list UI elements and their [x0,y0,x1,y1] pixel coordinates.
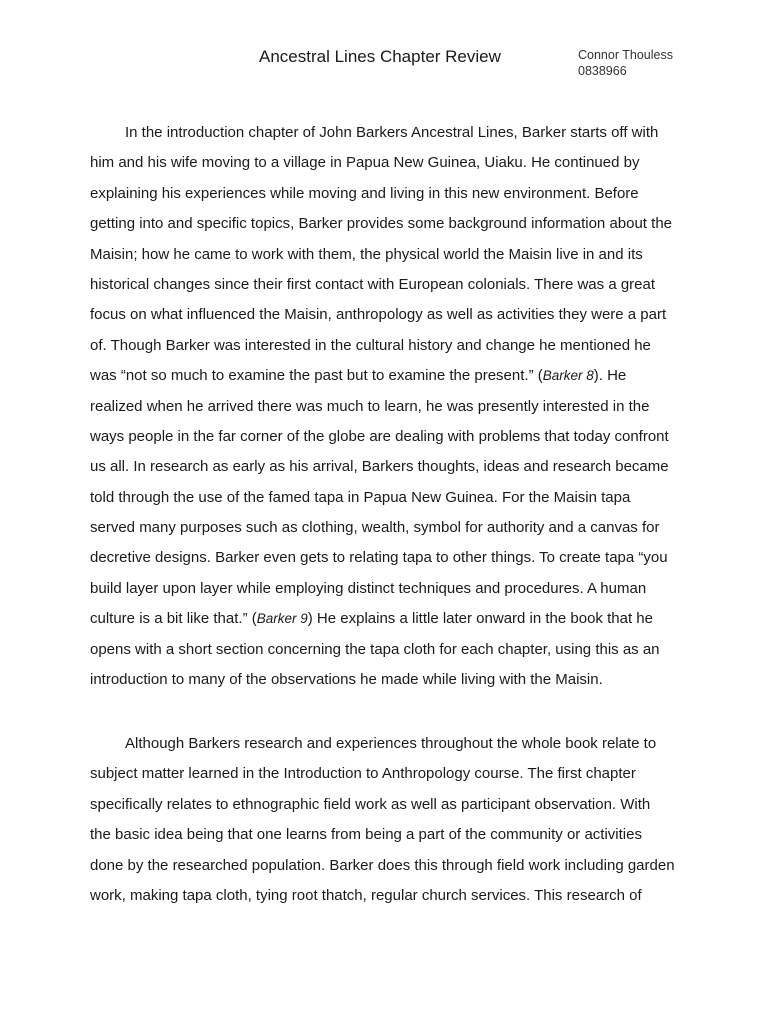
paragraph-line: done by the researched population. Barker does this through field work including garden [90,856,675,874]
paragraph-line: us all. In research as early as his arrival, Barkers thoughts, ideas and research became [90,458,669,476]
paragraph-line: specifically relates to ethnographic field work as well as participant observation. With [90,795,651,813]
citation: Barker 9 [256,611,308,627]
paragraph-line: getting into and specific topics, Barker provides some background information about the [90,215,672,233]
paragraph-line: decretive designs. Barker even gets to relating tapa to other things. To create tapa “you [90,549,668,567]
author-name: Connor Thouless [578,48,673,62]
paragraph-line [90,604,680,634]
paragraph-line: of. Though Barker was interested in the cultural history and change he mentioned he [90,336,651,354]
paragraph-line: ways people in the far corner of the globe are dealing with problems that today confront [90,427,669,445]
paragraph-line: realized when he arrived there was much to learn, he was presently interested in the [90,397,650,415]
paragraph-line: subject matter learned in the Introduction to Anthropology course. The first chapter [90,765,636,783]
paragraph-line: opens with a short section concerning the tapa cloth for each chapter, using this as an [90,640,660,658]
paragraph-line: Although Barkers research and experiences throughout the whole book relate to [125,735,657,752]
paragraph-line: the basic idea being that one learns from being a part of the community or activities [90,826,642,844]
document-title: Ancestral Lines Chapter Review [259,47,501,66]
paragraph-line: In the introduction chapter of John Barkers Ancestral Lines, Barker starts off with [125,124,659,141]
paragraph-line [90,361,680,391]
author-id: 0838966 [578,64,627,78]
quote-text: culture is a bit like that.” ( [90,610,257,628]
paragraph-2 [90,729,680,911]
paragraph-1 [90,118,680,695]
quote-text: ) He explains a little later onward in the book that he [307,610,653,628]
paragraph-line: focus on what influenced the Maisin, anthropology as well as activities they were a part [90,306,667,324]
paragraph-line: told through the use of the famed tapa in Papua New Guinea. For the Maisin tapa [90,488,631,506]
quote-text: was “not so much to examine the past but to examine the present.” ( [90,367,543,385]
paragraph-line: explaining his experiences while moving and living in this new environment. Before [90,184,639,202]
paragraph-line: served many purposes such as clothing, wealth, symbol for authority and a canvas for [90,519,660,537]
citation: Barker 8 [542,368,594,384]
quote-text: ). He [593,367,627,385]
paragraph-line: historical changes since their first contact with European colonials. There was a great [90,275,656,293]
paragraph-line: introduction to many of the observations he made while living with the Maisin. [90,671,603,689]
paragraph-line: build layer upon layer while employing distinct techniques and procedures. A human [90,579,647,597]
paragraph-line: Maisin; how he came to work with them, the physical world the Maisin live in and its [90,245,643,263]
paragraph-line: work, making tapa cloth, tying root thatch, regular church services. This research of [90,886,642,904]
paragraph-line: him and his wife moving to a village in Papua New Guinea, Uiaku. He continued by [90,154,640,172]
author-block [578,47,673,79]
